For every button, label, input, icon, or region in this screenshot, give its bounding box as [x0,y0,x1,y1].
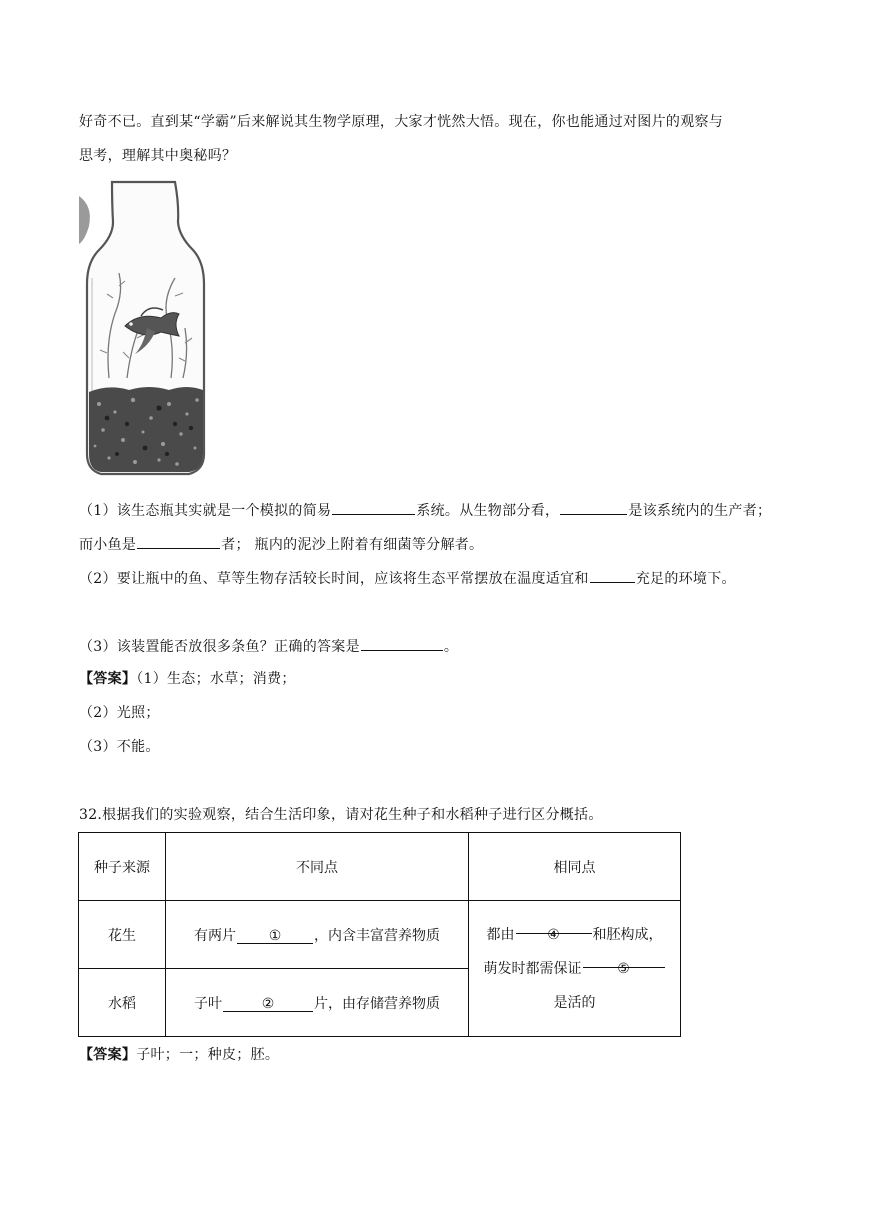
row-rice-difference [166,969,469,1037]
question-32-stem: 32.根据我们的实验观察，结合生活印象，请对花生种子和水稻种子进行区分概括。 [79,807,603,823]
similarities-cell [469,901,681,1037]
peanut-diff-pre: 有两片 [194,927,236,944]
similarities-line-2 [469,952,680,986]
eco-bottle-image [79,178,207,484]
similarities-line-3: 是活的 [553,994,596,1011]
header-seed-source: 种子来源 [79,833,166,901]
answer-31-line-1 [79,669,296,689]
blank-2[interactable]: ② [223,996,313,1012]
answer-31-line-2: （2）光照； [79,705,160,721]
header-differences: 不同点 [166,833,469,901]
answer-31-a1: （1）生态；水草；消费； [136,671,296,687]
row-peanut-source: 花生 [79,901,166,969]
same-line-2: 萌发时都需保证 [483,960,582,977]
blank-4[interactable]: ④ [516,918,592,934]
q3-text-a: （3）该装置能否放很多条鱼？正确的答案是 [79,639,360,655]
intro-line-1: 好奇不已。直到某“学霸”后来解说其生物学原理，大家才恍然大悟。现在，你也能通过对图片的观察与 [79,114,724,130]
peanut-diff-post: ，内含丰富营养物质 [314,927,440,944]
similarities-line-1 [469,918,680,952]
answer-32-text: 子叶；一；种皮；胚。 [136,1047,280,1063]
same-pre: 都由 [486,926,515,943]
q2-text-b: 充足的环境下。 [635,571,736,587]
blank-1[interactable]: ① [237,928,313,944]
rice-diff-pre: 子叶 [194,995,222,1012]
q1-text-a: （1）该生态瓶其实就是一个模拟的简易 [79,503,332,519]
q1-text-d: 而小鱼是 [79,537,137,553]
q1-text-b: 系统。从生物部分看， [416,503,560,519]
q1-text-c: 是该系统内的生产者； [628,503,772,519]
intro-line-2: 思考，理解其中奥秘吗？ [79,148,237,164]
same-mid: 和胚构成， [592,926,663,943]
q1-blank-3[interactable] [137,533,220,549]
question-1-line-2 [79,533,483,555]
seed-comparison-table [78,832,681,1037]
blank-5[interactable]: ⑤ [583,952,665,968]
row-rice-source: 水稻 [79,969,166,1037]
q1-text-e: 者； 瓶内的泥沙上附着有细菌等分解者。 [221,537,484,553]
q3-blank[interactable] [361,635,443,651]
q1-blank-2[interactable] [560,499,627,515]
q2-blank[interactable] [590,567,635,583]
answer-32 [79,1045,279,1065]
q3-text-b: 。 [443,639,459,655]
question-2 [79,567,736,589]
question-1-line-1 [79,499,771,521]
rice-diff-post: 片，由存储营养物质 [314,995,440,1012]
header-similarities: 相同点 [469,833,681,901]
question-3 [79,635,458,657]
q2-text-a: （2）要让瓶中的鱼、草等生物存活较长时间，应该将生态平常摆放在温度适宜和 [79,571,589,587]
answer-32-bracket: 【答案】 [79,1047,137,1063]
q1-blank-1[interactable] [332,499,415,515]
answer-bracket: 【答案】 [79,671,137,687]
answer-31-line-3: （3）不能。 [79,739,160,755]
row-peanut-difference [166,901,469,969]
